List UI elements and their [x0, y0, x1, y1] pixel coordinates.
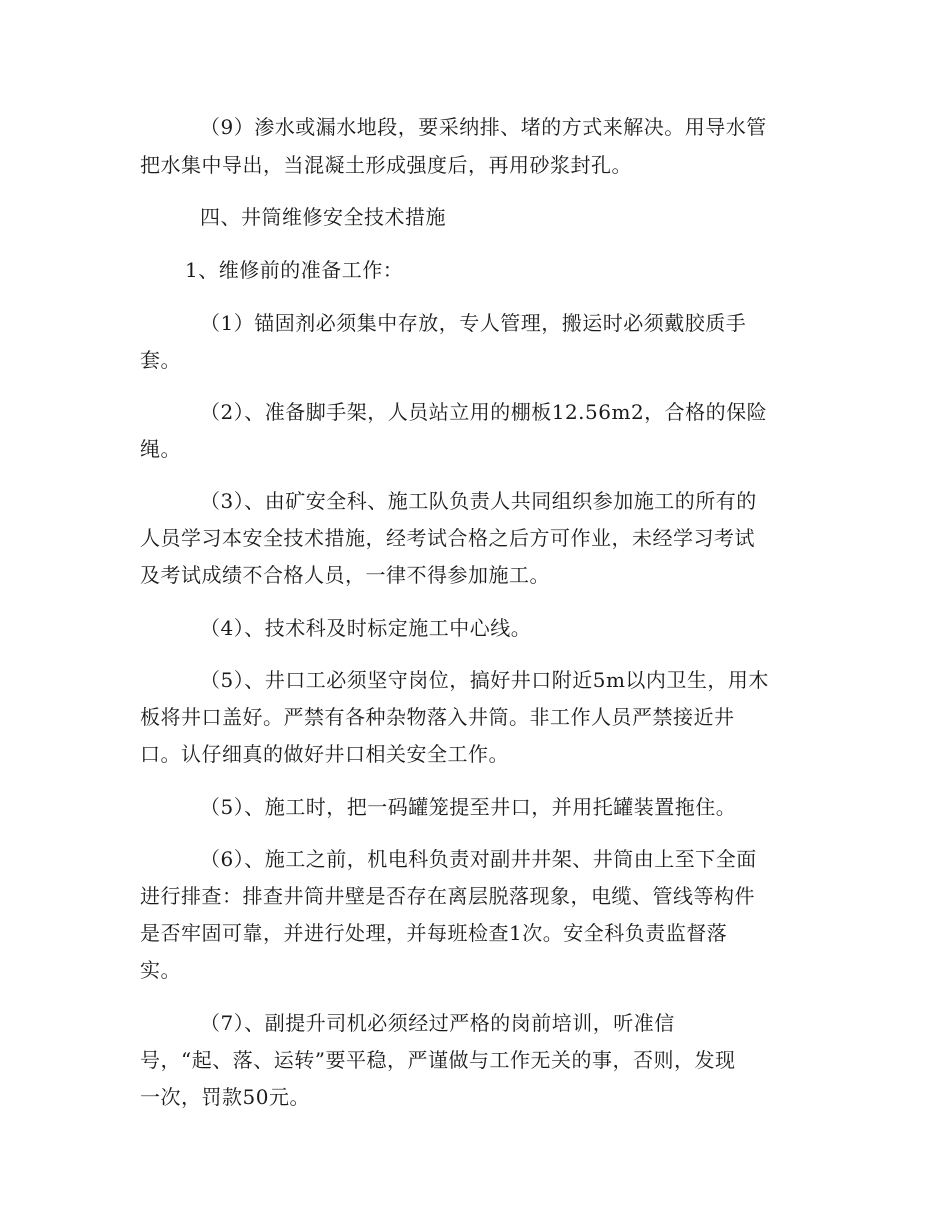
subsection-heading: 1、维修前的准备工作：	[185, 258, 404, 282]
paragraph-line: 人员学习本安全技术措施，经考试合格之后方可作业，未经学习考试	[140, 526, 755, 550]
paragraph-line: 绳。	[140, 437, 181, 461]
paragraph-line: 进行排查：排查井筒井壁是否存在离层脱落现象，电缆、管线等构件	[140, 884, 755, 908]
paragraph-line: 号，“起、落、运转”要平稳，严谨做与工作无关的事，否则，发现	[140, 1048, 736, 1072]
paragraph-line: （7）、副提升司机必须经过严格的岗前培训，听准信	[200, 1011, 675, 1035]
paragraph-line: （2）、准备脚手架，人员站立用的棚板12.56m2，合格的保险	[200, 400, 768, 424]
paragraph-line: （3）、由矿安全科、施工队负责人共同组织参加施工的所有的	[200, 489, 757, 513]
paragraph-line: 套。	[140, 348, 181, 372]
paragraph-line: 实。	[140, 958, 181, 982]
paragraph-line: 口。认仔细真的做好井口相关安全工作。	[140, 742, 509, 766]
paragraph-line: 是否牢固可靠，并进行处理，并每班检查1次。安全科负责监督落	[140, 921, 728, 945]
paragraph-line: （4）、技术科及时标定施工中心线。	[200, 616, 532, 640]
paragraph-line: （1）锚固剂必须集中存放，专人管理，搬运时必须戴胶质手	[200, 311, 747, 335]
paragraph-line: （9）渗水或漏水地段，要采纳排、堵的方式来解决。用导水管	[200, 115, 767, 139]
paragraph-line: 及考试成绩不合格人员，一律不得参加施工。	[140, 563, 550, 587]
section-heading: 四、井筒维修安全技术措施	[200, 205, 446, 229]
paragraph-line: 把水集中导出，当混凝土形成强度后，再用砂浆封孔。	[140, 153, 632, 177]
paragraph-line: （5）、施工时，把一码罐笼提至井口，并用托罐装置拖住。	[200, 795, 737, 819]
paragraph-line: 板将井口盖好。严禁有各种杂物落入井筒。非工作人员严禁接近井	[140, 705, 735, 729]
paragraph-line: （6）、施工之前，机电科负责对副井井架、井筒由上至下全面	[200, 847, 757, 871]
paragraph-line: 一次，罚款50元。	[140, 1085, 310, 1109]
paragraph-line: （5）、井口工必须坚守岗位，搞好井口附近5m以内卫生，用木	[200, 668, 769, 692]
